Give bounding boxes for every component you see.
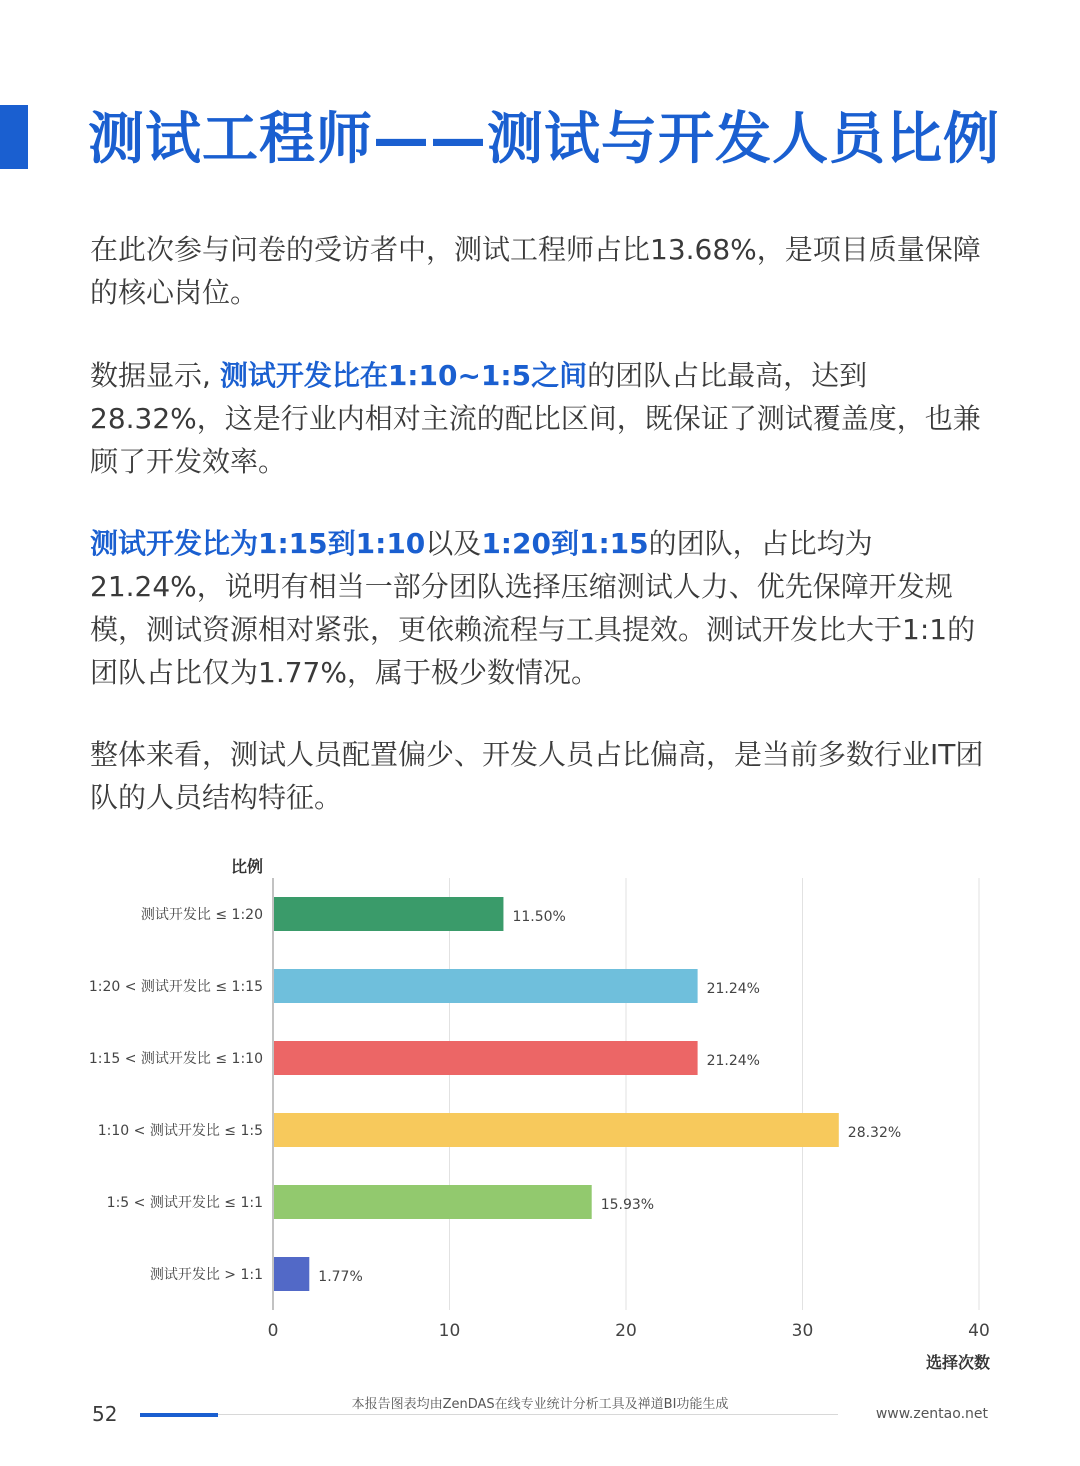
x-tick-label: 30 — [791, 1321, 814, 1341]
paragraph-low-ratio — [90, 522, 1000, 694]
paragraph-intro: 在此次参与问卷的受访者中，测试工程师占比13.68%，是项目质量保障的核心岗位。 — [90, 233, 981, 309]
data-label: 28.32% — [847, 1125, 902, 1141]
y-axis-title: 比例 — [230, 857, 263, 876]
paragraph-text: 的团队占比最高，达到28.32%，这是行业内相对主流的配比区间，既保证了测试覆盖度，也兼顾了开发效率。 — [90, 359, 981, 478]
highlight-text: 1:20到1:15 — [481, 527, 649, 560]
ratio-bar-chart — [0, 840, 1080, 1390]
paragraph-main-ratio — [90, 354, 1000, 483]
paragraph-text: 的团队，占比均为21.24%，说明有相当一部分团队选择压缩测试人力、优先保障开发规模，测试资源相对紧张，更依赖流程与工具提效。测试开发比大于1:1的团队占比仅为1.77%，属于极少数情况。 — [90, 527, 976, 689]
page-number: 52 — [92, 1402, 118, 1426]
footer-url: www.zentao.net — [875, 1406, 988, 1422]
data-label: 15.93% — [600, 1197, 655, 1213]
footer-note: 本报告图表均由ZenDAS在线专业统计分析工具及禅道BI功能生成 — [351, 1397, 729, 1412]
x-axis-title: 选择次数 — [925, 1353, 990, 1372]
data-label: 21.24% — [706, 981, 760, 997]
highlight-text: 测试开发比在1:10~1:5之间 — [219, 359, 588, 392]
x-tick-label: 40 — [968, 1321, 990, 1341]
page-title: 测试工程师——测试与开发人员比例 — [88, 107, 1000, 172]
category-label: 1:5 < 测试开发比 ≤ 1:1 — [106, 1195, 263, 1211]
bar — [274, 1113, 839, 1147]
bar — [274, 1257, 309, 1291]
bar — [274, 1185, 592, 1219]
paragraph-text: 以及 — [425, 527, 482, 560]
chart-svg — [0, 840, 1080, 1390]
data-label: 21.24% — [706, 1053, 760, 1069]
x-tick-label: 10 — [438, 1321, 461, 1341]
title-accent-bar — [0, 105, 28, 169]
category-label: 测试开发比 ≤ 1:20 — [140, 907, 263, 923]
data-label: 11.50% — [512, 909, 566, 925]
highlight-text: 测试开发比为1:15到1:10 — [90, 527, 426, 560]
footer-divider — [218, 1414, 838, 1415]
x-tick-label: 20 — [615, 1321, 637, 1341]
paragraph-summary: 整体来看，测试人员配置偏少、开发人员占比偏高，是当前多数行业IT团队的人员结构特征。 — [90, 738, 984, 814]
category-label: 1:20 < 测试开发比 ≤ 1:15 — [88, 979, 263, 995]
bar — [274, 969, 698, 1003]
paragraph-text: 数据显示, — [90, 359, 220, 392]
footer-accent-line — [140, 1413, 218, 1417]
data-label: 1.77% — [318, 1269, 363, 1285]
category-label: 测试开发比 > 1:1 — [149, 1267, 263, 1283]
bar — [274, 1041, 698, 1075]
category-label: 1:15 < 测试开发比 ≤ 1:10 — [88, 1051, 263, 1067]
x-tick-label: 0 — [267, 1321, 279, 1341]
bar — [274, 897, 503, 931]
category-label: 1:10 < 测试开发比 ≤ 1:5 — [97, 1123, 263, 1139]
